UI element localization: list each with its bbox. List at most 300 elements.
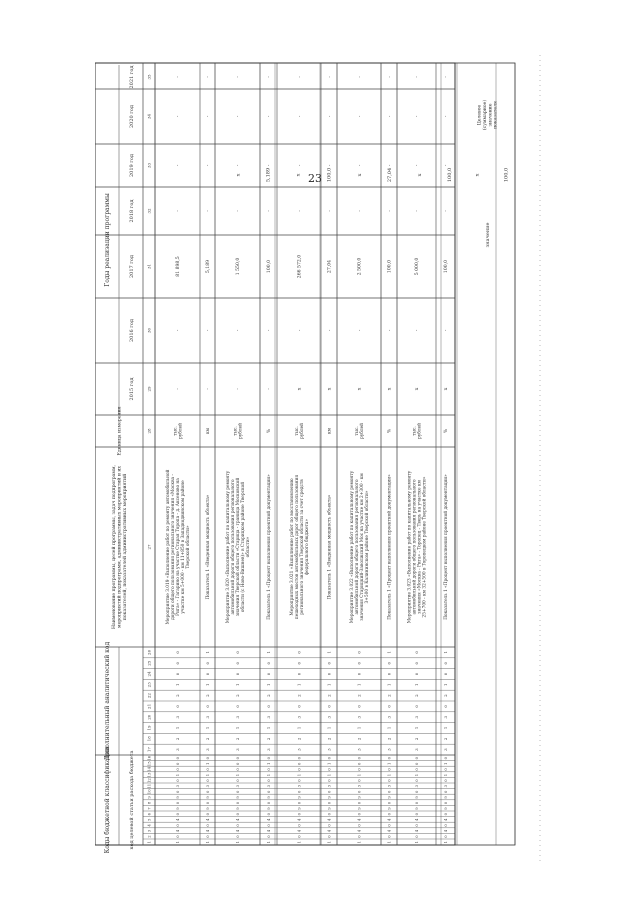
code-digit: 9 — [296, 807, 302, 810]
code-digit: 0 — [442, 801, 448, 805]
column-number: 33 — [146, 162, 152, 169]
code-digit: 1 — [265, 773, 271, 777]
code-digit: 0 — [326, 812, 332, 816]
extra-code-digit: 2 — [413, 694, 419, 697]
column-number: 27 — [146, 544, 152, 550]
extra-code-digit: 0 — [296, 651, 302, 654]
extra-code-digit: 2 — [234, 694, 240, 697]
final-value: 27,04 — [386, 167, 393, 183]
code-digit: 0 — [265, 801, 271, 805]
column-number: 13 — [146, 772, 152, 778]
code-digit: 0 — [356, 779, 362, 782]
row-unit: тыс.рублей — [233, 422, 244, 440]
code-digit: 1 — [326, 762, 332, 766]
code-digit: 0 — [413, 824, 419, 827]
year-value: - — [297, 115, 303, 118]
extra-code-digit: 0 — [234, 661, 240, 665]
extra-code-digit: 3 — [296, 715, 302, 719]
extra-code-header: Дополнительный аналитический код — [104, 641, 112, 761]
year-value: - — [444, 164, 450, 167]
code-digit: 4 — [234, 829, 240, 833]
code-digit: 0 — [413, 756, 419, 760]
extra-code-digit: 0 — [386, 672, 392, 676]
final-value-header: Целевое(суммарное)значениепоказателя — [477, 99, 499, 131]
year-value: - — [357, 76, 363, 78]
code-digit: 0 — [234, 762, 240, 766]
extra-code-digit: 0 — [413, 661, 419, 665]
code-digit: 0 — [174, 835, 180, 838]
extra-code-digit: 0 — [174, 651, 180, 654]
extra-code-digit: 1 — [174, 726, 180, 730]
name-column-header: Наименование программы, целей программы, задач подпрограмм,мероприятий подпрограмм, административных мероприятий и ихпоказателей, показателей административных мероприятий — [112, 465, 129, 629]
code-digit: 1 — [442, 762, 448, 766]
extra-code-digit: 1 — [326, 683, 332, 687]
code-digit: 0 — [204, 768, 210, 771]
year-header: 2021 год — [128, 65, 135, 89]
code-digit: 4 — [296, 818, 302, 822]
code-digit: 0 — [234, 756, 240, 760]
extra-code-digit: 0 — [234, 672, 240, 676]
code-digit: 4 — [356, 829, 362, 833]
column-number: 18 — [146, 736, 152, 742]
year-value: х — [444, 387, 450, 391]
code-digit: 0 — [386, 835, 392, 838]
year-value: - — [206, 210, 212, 212]
code-digit: 9 — [326, 807, 332, 810]
extra-code-digit: 2 — [204, 737, 210, 741]
code-digit: 0 — [386, 824, 392, 827]
year-value: - — [357, 164, 363, 167]
budget-program-table — [95, 55, 550, 863]
code-digit: 1 — [265, 840, 271, 844]
code-digit: 0 — [296, 790, 302, 794]
column-number: 32 — [146, 208, 152, 214]
code-digit: 0 — [356, 801, 362, 805]
year-value: - — [206, 329, 212, 332]
extra-code-digit: 0 — [326, 705, 332, 708]
year-header: 2018 год — [128, 199, 135, 223]
row-unit: % — [267, 428, 273, 434]
extra-code-digit: 0 — [265, 672, 271, 676]
extra-code-digit: 3 — [234, 748, 240, 751]
code-digit: 0 — [234, 812, 240, 816]
code-digit: 0 — [296, 762, 302, 766]
year-value: - — [444, 210, 450, 212]
extra-code-digit: 0 — [265, 661, 271, 665]
code-digit: 9 — [234, 796, 240, 799]
extra-code-digit: 2 — [442, 694, 448, 697]
code-digit: 0 — [326, 768, 332, 771]
year-header: 2017 год — [128, 254, 135, 279]
extra-code-digit: 3 — [265, 715, 271, 719]
column-number: 28 — [146, 428, 152, 434]
code-digit: 0 — [265, 768, 271, 771]
code-digit: 0 — [413, 812, 419, 816]
column-number: 23 — [146, 682, 152, 688]
extra-code-digit: 0 — [174, 661, 180, 665]
code-digit: 0 — [234, 835, 240, 838]
code-digit: 3 — [413, 784, 419, 788]
column-number: 30 — [146, 327, 152, 334]
extra-code-digit: 0 — [204, 705, 210, 708]
extra-code-digit: 2 — [356, 694, 362, 697]
row-unit: тыс.рублей — [412, 422, 423, 440]
year-value: х — [387, 387, 393, 391]
year-value: - — [206, 76, 212, 78]
year-value: - — [357, 210, 363, 212]
column-number: 4 — [146, 824, 152, 827]
code-digit: 3 — [296, 784, 302, 788]
final-value: х — [235, 173, 242, 177]
column-number: 25 — [146, 660, 152, 666]
code-digit: 0 — [265, 779, 271, 782]
extra-code-digit: 3 — [413, 748, 419, 751]
code-digit: 4 — [174, 818, 180, 822]
code-digit: 1 — [413, 840, 419, 844]
year-value: х — [297, 387, 303, 391]
code-digit: 1 — [326, 840, 332, 844]
code-digit: 1 — [386, 762, 392, 766]
row-name: Показатель 1 «Введенная мощность объекта» — [327, 494, 333, 600]
code-digit: 0 — [174, 762, 180, 766]
year-value: - — [444, 329, 450, 332]
extra-code-digit: 0 — [386, 661, 392, 665]
code-digit: 0 — [296, 812, 302, 816]
code-digit: 1 — [386, 773, 392, 777]
code-digit: 0 — [413, 801, 419, 805]
extra-code-digit: 2 — [442, 737, 448, 741]
code-digit: 4 — [265, 829, 271, 833]
code-digit: 0 — [174, 801, 180, 805]
year-header: 2019 год — [128, 153, 135, 178]
year-value: - — [267, 210, 273, 212]
extra-code-digit: 0 — [442, 661, 448, 665]
column-number: 7 — [146, 807, 152, 810]
year-value: - — [415, 329, 421, 332]
year-value: - — [236, 329, 242, 332]
extra-code-digit: 3 — [386, 715, 392, 719]
code-digit: 0 — [265, 812, 271, 816]
column-number: 26 — [146, 649, 152, 655]
code-digit: 3 — [234, 784, 240, 788]
extra-code-digit: 3 — [386, 748, 392, 751]
code-digit: 0 — [234, 824, 240, 827]
extra-code-digit: 1 — [204, 726, 210, 730]
code-digit: 0 — [413, 762, 419, 766]
column-number: 19 — [146, 725, 152, 731]
column-number: 5 — [146, 818, 152, 822]
code-digit: 1 — [296, 773, 302, 777]
years-group-header: Годы реализации программы — [104, 193, 112, 287]
extra-code-digit: 3 — [326, 748, 332, 751]
code-digit: 0 — [386, 801, 392, 805]
extra-code-digit: 3 — [174, 715, 180, 719]
code-digit: 0 — [356, 790, 362, 794]
row-unit: тыс.рублей — [295, 422, 306, 440]
code-digit: 0 — [204, 756, 210, 760]
year-value: 100,0 — [267, 259, 273, 274]
code-digit: 1 — [174, 840, 180, 844]
year-value: - — [206, 164, 212, 167]
extra-code-digit: 1 — [442, 683, 448, 687]
row-unit: % — [387, 428, 393, 434]
year-value: 100,0 — [444, 259, 450, 274]
code-digit: 0 — [442, 790, 448, 794]
code-digit: 0 — [234, 801, 240, 805]
code-digit: 1 — [413, 773, 419, 777]
extra-code-digit: 0 — [326, 661, 332, 665]
code-digit: 0 — [296, 779, 302, 782]
extra-code-digit: 0 — [356, 705, 362, 708]
code-digit: 1 — [356, 840, 362, 844]
code-digit: 0 — [386, 779, 392, 782]
code-digit: 0 — [296, 835, 302, 838]
extra-code-digit: 2 — [386, 737, 392, 741]
code-digit: 0 — [204, 790, 210, 794]
year-value: - — [236, 210, 242, 212]
code-digit: 0 — [265, 824, 271, 827]
code-digit: 4 — [386, 818, 392, 822]
extra-code-digit: 1 — [356, 683, 362, 687]
year-value: 266 572,0 — [297, 254, 303, 279]
code-digit: 0 — [265, 756, 271, 760]
year-header: 2016 год — [128, 318, 135, 343]
code-digit: 0 — [326, 835, 332, 838]
code-digit: 1 — [204, 762, 210, 766]
code-digit: 0 — [326, 790, 332, 794]
code-digit: 4 — [174, 829, 180, 833]
code-digit: 9 — [234, 807, 240, 810]
year-value: 100,0 — [387, 259, 393, 274]
extra-code-digit: 0 — [204, 672, 210, 676]
extra-code-digit: 0 — [296, 705, 302, 708]
extra-code-digit: 0 — [413, 651, 419, 654]
code-digit: 0 — [204, 801, 210, 805]
code-digit: 0 — [174, 812, 180, 816]
column-number: 20 — [146, 714, 152, 720]
extra-code-digit: 2 — [174, 694, 180, 697]
code-digit: 0 — [265, 790, 271, 794]
code-digit: 3 — [174, 784, 180, 788]
year-value: 1 550,0 — [236, 257, 242, 276]
extra-code-digit: 0 — [442, 705, 448, 708]
final-value: 100,0 — [326, 167, 333, 183]
extra-code-digit: 1 — [356, 726, 362, 730]
kbk-subheader: код целевой статьи расхода бюджета — [128, 750, 135, 850]
code-digit: 9 — [296, 796, 302, 799]
code-digit: 0 — [413, 835, 419, 838]
extra-code-digit: 0 — [386, 705, 392, 708]
final-value: 100,0 — [503, 167, 510, 183]
column-number: 8 — [146, 801, 152, 805]
row-name: Мероприятие 3.023 «Выполнение работ по капитальному ремонтуавтомобильной дороги общего пользования региональногозначения «Москва - Рига» - Торопец - Тверь на участке км25+700 - км 32+500 в Торопецком районе Тверской области» — [407, 470, 428, 624]
code-digit: 9 — [356, 796, 362, 799]
extra-code-digit: 3 — [356, 715, 362, 719]
extra-code-digit: 1 — [265, 651, 271, 654]
extra-code-digit: 0 — [234, 651, 240, 654]
code-digit: 1 — [265, 762, 271, 766]
code-digit: 3 — [442, 784, 448, 788]
extra-code-digit: 2 — [204, 694, 210, 697]
extra-code-digit: 2 — [296, 694, 302, 697]
extra-code-digit: 3 — [204, 715, 210, 719]
year-value: - — [267, 164, 273, 167]
year-value: - — [267, 76, 273, 78]
code-digit: 0 — [356, 812, 362, 816]
code-digit: 9 — [265, 807, 271, 810]
column-number: 10 — [146, 789, 152, 795]
extra-code-digit: 0 — [296, 661, 302, 665]
code-digit: 4 — [413, 818, 419, 822]
extra-code-digit: 1 — [413, 726, 419, 730]
code-digit: 9 — [386, 796, 392, 799]
year-value: - — [415, 164, 421, 167]
extra-code-digit: 0 — [296, 672, 302, 676]
code-digit: 9 — [442, 807, 448, 810]
column-number: 34 — [146, 113, 152, 120]
column-number: 29 — [146, 386, 152, 392]
code-digit: 0 — [174, 768, 180, 771]
code-digit: 0 — [442, 768, 448, 771]
code-digit: 0 — [204, 835, 210, 838]
year-value: - — [327, 76, 333, 78]
code-digit: 0 — [296, 768, 302, 771]
column-number: 24 — [146, 671, 152, 677]
year-value: - — [206, 388, 212, 390]
year-value: - — [327, 210, 333, 212]
final-value: х — [295, 173, 302, 177]
code-digit: 0 — [326, 756, 332, 760]
code-digit: 0 — [356, 756, 362, 760]
extra-code-digit: 3 — [442, 715, 448, 719]
year-value: - — [176, 115, 182, 118]
extra-code-digit: 1 — [234, 726, 240, 730]
extra-code-digit: 1 — [296, 726, 302, 730]
year-value: - — [176, 76, 182, 78]
code-digit: 4 — [413, 829, 419, 833]
year-value: - — [387, 210, 393, 212]
code-digit: 0 — [296, 824, 302, 827]
code-digit: 0 — [413, 790, 419, 794]
year-value: - — [236, 115, 242, 118]
year-value: - — [267, 388, 273, 390]
year-header: 2020 год — [128, 104, 135, 129]
extra-code-digit: 3 — [442, 748, 448, 751]
code-digit: 0 — [326, 801, 332, 805]
extra-code-digit: 0 — [442, 672, 448, 676]
code-digit: 4 — [442, 829, 448, 833]
extra-code-digit: 1 — [326, 651, 332, 654]
page-number: 23 — [308, 172, 322, 185]
row-name: Мероприятие 3.019 «Выполнение работ по ремонту автомобильнойдороги общего пользования регионального значения «Москва -Рига» - Гагарино на участке Старая Торопа - д. Аксеново научастке км 5+000 - км 11+850 в Западнодвинском районеТверской области» — [165, 469, 192, 625]
code-digit: 0 — [442, 824, 448, 827]
code-digit: 0 — [386, 756, 392, 760]
year-value: - — [267, 115, 273, 118]
code-digit: 0 — [204, 812, 210, 816]
code-digit: 1 — [204, 840, 210, 844]
row-name: Показатель 1 «Введенная мощность объекта» — [206, 494, 212, 600]
code-digit: 0 — [326, 779, 332, 782]
code-digit: 9 — [442, 796, 448, 799]
code-digit: 0 — [386, 768, 392, 771]
year-value: - — [327, 329, 333, 332]
extra-code-digit: 1 — [265, 683, 271, 687]
year-value: 5 000,0 — [415, 257, 421, 276]
year-value: - — [176, 329, 182, 332]
year-value: - — [297, 210, 303, 212]
code-digit: 1 — [296, 840, 302, 844]
code-digit: 1 — [174, 773, 180, 777]
code-digit: 0 — [204, 824, 210, 827]
extra-code-digit: 3 — [204, 748, 210, 751]
extra-code-digit: 3 — [413, 715, 419, 719]
extra-code-digit: 0 — [356, 651, 362, 654]
row-name: Показатель 1 «Процент выполнения проектной документации» — [267, 474, 273, 620]
code-digit: 0 — [413, 768, 419, 771]
year-value: - — [176, 210, 182, 212]
code-digit: 0 — [234, 790, 240, 794]
year-value: - — [357, 329, 363, 332]
year-value: - — [415, 76, 421, 78]
final-value-subheader: значение — [484, 222, 491, 248]
code-digit: 0 — [326, 824, 332, 827]
row-name: Показатель 1 «Процент выполнения проектной документации» — [387, 474, 393, 620]
code-digit: 0 — [174, 824, 180, 827]
column-number: 31 — [146, 263, 152, 270]
code-digit: 0 — [442, 835, 448, 838]
code-digit: 4 — [442, 818, 448, 822]
column-number: 2 — [146, 835, 152, 838]
code-digit: 4 — [326, 818, 332, 822]
code-digit: 9 — [386, 807, 392, 810]
code-digit: 0 — [296, 756, 302, 760]
column-number: 17 — [146, 747, 152, 753]
extra-code-digit: 2 — [326, 694, 332, 697]
extra-code-digit: 0 — [174, 705, 180, 708]
column-number: 16 — [146, 755, 152, 761]
extra-code-digit: 1 — [442, 651, 448, 654]
extra-code-digit: 2 — [174, 737, 180, 741]
code-digit: 0 — [386, 790, 392, 794]
extra-code-digit: 3 — [174, 748, 180, 751]
code-digit: 9 — [413, 796, 419, 799]
column-number: 22 — [146, 693, 152, 699]
year-header: 2015 год — [128, 377, 135, 401]
code-digit: 3 — [265, 784, 271, 788]
year-value: - — [387, 164, 393, 167]
extra-code-digit: 1 — [386, 683, 392, 687]
code-digit: 0 — [265, 835, 271, 838]
extra-code-digit: 2 — [234, 737, 240, 741]
final-value: х — [356, 173, 363, 177]
year-value: - — [236, 164, 242, 167]
year-value: - — [327, 164, 333, 167]
code-digit: 1 — [442, 840, 448, 844]
year-value: - — [236, 388, 242, 390]
year-value: - — [206, 115, 212, 118]
row-name: Мероприятие 3.022 «Выполнение работ по капитальному ремонтуавтомобильной дороги общего пользования региональногозначения Старицкий-Заволжский Мос на участке км 2+300 - км3+500 в Калининском районе Тверской области» — [349, 470, 371, 624]
code-digit: 4 — [386, 829, 392, 833]
code-digit: 1 — [326, 773, 332, 777]
year-value: - — [387, 76, 393, 78]
column-number: 21 — [146, 703, 152, 709]
code-digit: 3 — [204, 784, 210, 788]
code-digit: 0 — [442, 779, 448, 782]
year-value: 2 500,0 — [357, 257, 363, 276]
column-number: 9 — [146, 796, 152, 799]
year-value: 81 898,5 — [176, 256, 182, 277]
code-digit: 0 — [296, 801, 302, 805]
